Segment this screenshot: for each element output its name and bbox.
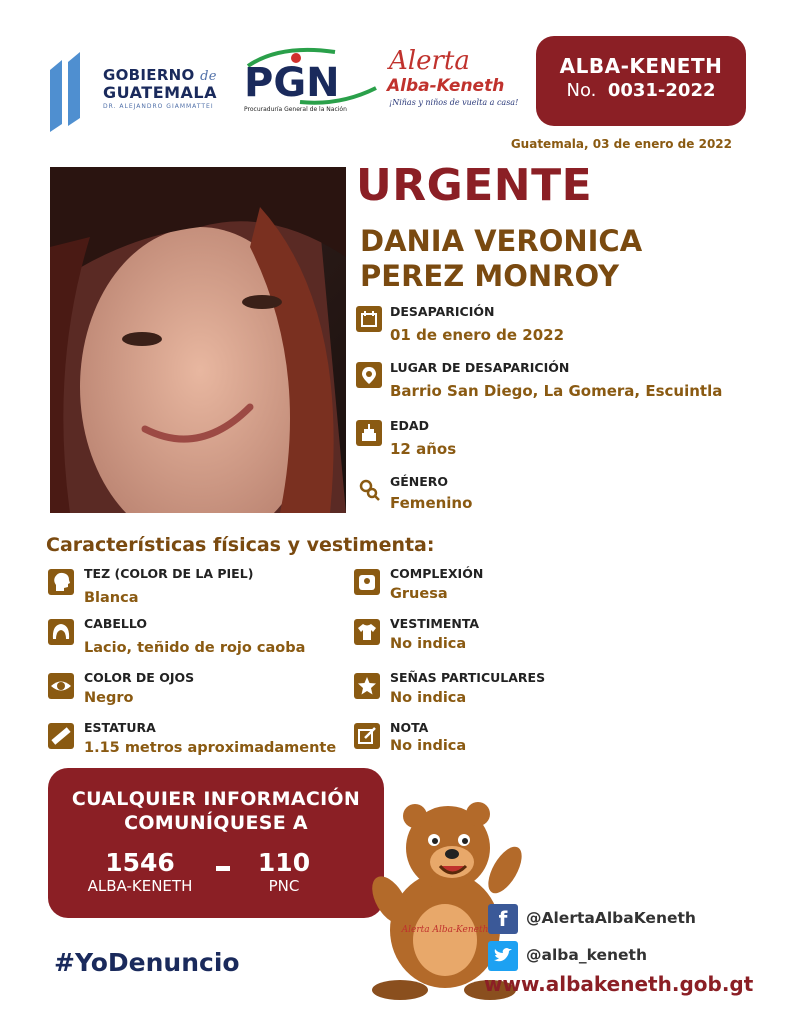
alerta-name: Alba-Keneth	[387, 76, 505, 96]
tez-label: TEZ (COLOR DE LA PIEL)	[84, 566, 254, 581]
estatura-label: ESTATURA	[84, 720, 156, 735]
alerta-logo	[385, 46, 525, 116]
portrait-image	[50, 167, 346, 513]
gobierno-line2: GUATEMALA	[103, 83, 217, 102]
complexion-label: COMPLEXIÓN	[390, 566, 484, 581]
phone1-label: ALBA-KENETH	[87, 877, 193, 895]
phone1-number: 1546	[105, 848, 175, 877]
twitter-icon	[488, 941, 518, 971]
shirt-icon	[354, 619, 380, 645]
note-edit-icon	[354, 723, 380, 749]
hair-icon	[48, 619, 74, 645]
phone-pnc	[236, 848, 332, 895]
complexion-value: Gruesa	[390, 586, 448, 602]
vestimenta-value: No indica	[390, 636, 467, 652]
pgn-logo	[240, 44, 380, 122]
contact-box	[48, 768, 384, 918]
phone-separator	[216, 866, 230, 871]
phone2-number: 110	[257, 848, 311, 877]
missing-person-name: DANIA VERONICA PEREZ MONROY	[360, 224, 643, 293]
cabello-label: CABELLO	[84, 616, 148, 631]
birthday-cake-icon	[356, 420, 382, 446]
ruler-icon	[48, 723, 74, 749]
hashtag: #YoDenuncio	[54, 948, 240, 977]
tez-value: Blanca	[84, 590, 139, 606]
pgn-emblem-icon	[240, 44, 380, 106]
edad-label: EDAD	[390, 418, 429, 433]
pgn-subtitle: Procuraduría General de la Nación	[244, 106, 347, 113]
pgn-text: PGN	[244, 60, 340, 106]
ojos-value: Negro	[84, 690, 134, 706]
facebook-icon: f	[488, 904, 518, 934]
case-name: ALBA-KENETH	[559, 54, 723, 78]
urgent-heading: URGENTE	[356, 160, 593, 211]
missing-person-photo	[50, 167, 346, 513]
senas-label: SEÑAS PARTICULARES	[390, 670, 546, 685]
star-icon	[354, 673, 380, 699]
nota-label: NOTA	[390, 720, 429, 735]
case-number-box	[536, 36, 746, 126]
case-number: No. 0031-2022	[566, 80, 716, 101]
desaparicion-label: DESAPARICIÓN	[390, 304, 495, 319]
senas-value: No indica	[390, 690, 467, 706]
gobierno-line3: DR. ALEJANDRO GIAMMATTEI	[103, 103, 214, 110]
twitter-handle: @alba_keneth	[526, 946, 647, 964]
edad-value: 12 años	[390, 440, 457, 458]
eye-icon	[48, 673, 74, 699]
desaparicion-value: 01 de enero de 2022	[390, 326, 565, 344]
ojos-label: COLOR DE OJOS	[84, 670, 195, 685]
lugar-label: LUGAR DE DESAPARICIÓN	[390, 360, 570, 375]
contact-line1: CUALQUIER INFORMACIÓN	[71, 788, 361, 810]
nota-value: No indica	[390, 738, 467, 754]
gobierno-bars-icon	[48, 52, 96, 132]
phone2-label: PNC	[268, 877, 300, 895]
lugar-value: Barrio San Diego, La Gomera, Escuintla	[390, 382, 723, 400]
calendar-icon	[356, 306, 382, 332]
facebook-handle: @AlertaAlbaKeneth	[526, 909, 696, 927]
genero-label: GÉNERO	[390, 474, 449, 489]
phone-alba-keneth	[80, 848, 200, 895]
vestimenta-label: VESTIMENTA	[390, 616, 480, 631]
website-link[interactable]: www.albakeneth.gob.gt	[484, 972, 754, 996]
bear-sign-text: Alerta Alba-Keneth	[401, 925, 489, 935]
genero-value: Femenino	[390, 494, 473, 512]
gender-icon	[356, 476, 382, 502]
estatura-value: 1.15 metros aproximadamente	[84, 740, 337, 756]
gobierno-logo	[48, 52, 238, 132]
location-pin-icon	[356, 362, 382, 388]
contact-line2: COMUNÍQUESE A	[124, 812, 308, 834]
alerta-title: Alerta	[389, 46, 470, 76]
gobierno-line1: GOBIERNO de	[103, 66, 217, 84]
cabello-value: Lacio, teñido de rojo caoba	[84, 640, 306, 656]
alerta-subtitle: ¡Niñas y niños de vuelta a casa!	[389, 98, 519, 107]
head-silhouette-icon	[48, 569, 74, 595]
characteristics-heading: Características físicas y vestimenta:	[46, 534, 435, 556]
scale-icon	[354, 569, 380, 595]
bulletin-date: Guatemala, 03 de enero de 2022	[510, 137, 732, 151]
